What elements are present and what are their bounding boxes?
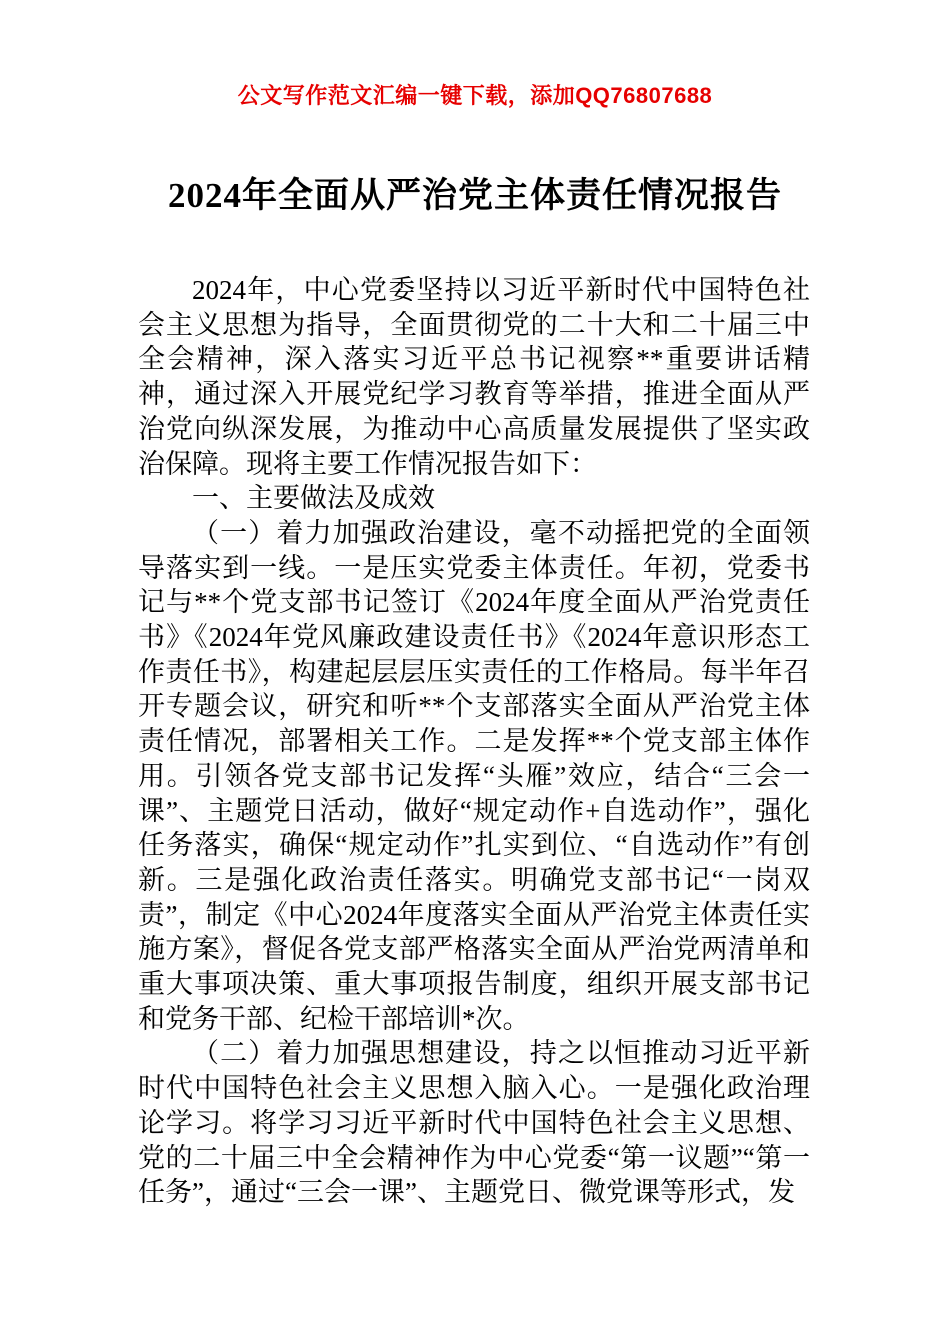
- section-heading: 一、主要做法及成效: [192, 483, 435, 514]
- document-title: 2024年全面从严治党主体责任情况报告: [167, 176, 782, 215]
- body-paragraph: 2024年，中心党委坚持以习近平新时代中国特色社会主义思想为指导，全面贯彻党的二十大和二十届三中全会精神，深入落实习近平总书记视察**重要讲话精神，通过深入开展党纪学习教育等举措，推进全面从严治党向纵深发展，为推动中心高质量发展提供了坚实政治保障。现将主要工作情况报告如下：: [138, 275, 810, 479]
- document-body: [138, 273, 810, 1210]
- header-notice: 公文写作范文汇编一键下载，添加QQ76807688: [237, 83, 713, 108]
- body-paragraph: （一）着力加强政治建设，毫不动摇把党的全面领导落实到一线。一是压实党委主体责任。年初，党委书记与**个党支部书记签订《2024年度全面从严治党责任书》《2024年党风廉政建设责任书》《2024年意识形态工作责任书》，构建起层层压实责任的工作格局。每半年召开专题会议，研究和听**个支部落实全面从严治党主体责任情况，部署相关工作。二是发挥**个党支部主体作用。引领各党支部书记发挥“头雁”效应，结合“三会一课”、主题党日活动，做好“规定动作+自选动作”，强化任务落实，确保“规定动作”扎实到位、“自选动作”有创新。三是强化政治责任落实。明确党支部书记“一岗双责”，制定《中心2024年度落实全面从严治党主体责任实施方案》，督促各党支部严格落实全面从严治党两清单和重大事项决策、重大事项报告制度，组织开展支部书记和党务干部、纪检干部培训*次。: [138, 517, 810, 1034]
- body-paragraph: （二）着力加强思想建设，持之以恒推动习近平新时代中国特色社会主义思想入脑入心。一是强化政治理论学习。将学习习近平新时代中国特色社会主义思想、党的二十届三中全会精神作为中心党委“第一议题”“第一任务”，通过“三会一课”、主题党日、微党课等形式，发: [138, 1038, 810, 1208]
